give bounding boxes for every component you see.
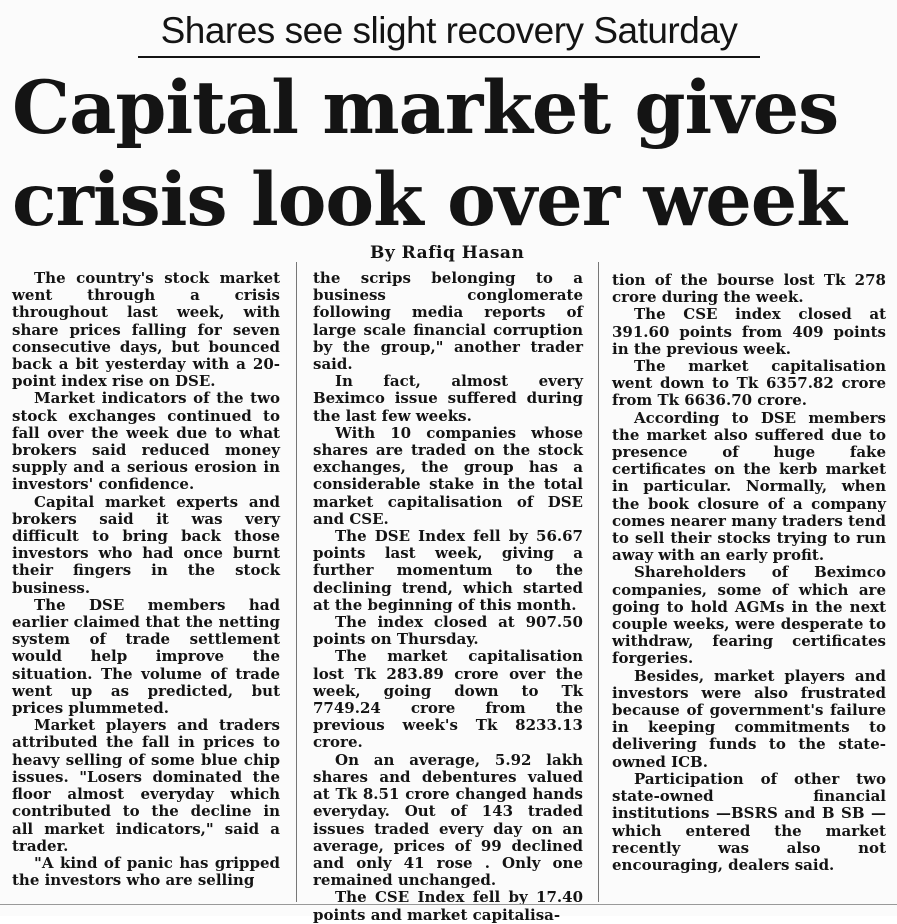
paragraph: The DSE members had earlier claimed that the netting system of trade settlement would help improve the situation. The volume of trade went up as predicted, but prices plummeted. [12, 595, 280, 718]
paragraph: The market capitalisation went down to Tk 6357.82 crore from Tk 6636.70 crore. [612, 357, 886, 410]
kicker-underline [138, 56, 760, 58]
paragraph: The CSE index closed at 391.60 points from 409 points in the previous week. [612, 305, 886, 358]
paragraph: tion of the bourse lost Tk 278 crore during the week. [612, 271, 886, 307]
main-headline [12, 62, 892, 246]
paragraph: Participation of other two state-owned financial institutions —BSRS and B SB — which entered the market recently was also not encouraging, dealers said. [612, 769, 886, 874]
paragraph: The CSE Index fell by 17.40 points and market capitalisa- [313, 888, 583, 924]
paragraph: Shareholders of Beximco companies, some of which are going to hold AGMs in the next couple weeks, were desperate to withdraw, fearing certificates forgeries. [612, 563, 886, 668]
paragraph: the scrips belonging to a business conglomerate following media reports of large scale financial corruption by the group," another trader said. [313, 269, 583, 374]
paragraph: The market capitalisation lost Tk 283.89 crore over the week, going down to Tk 7749.24 crore from the previous week's Tk 8233.13 crore. [313, 647, 583, 752]
paragraph: Market indicators of the two stock exchanges continued to fall over the week due to what brokers said reduced money supply and a serious erosion in investors' confidence. [12, 389, 280, 494]
paragraph: The country's stock market went through a crisis throughout last week, with share prices falling for seven consecutive days, but bounced back a bit yesterday with a 20-point index rise on DSE. [12, 269, 280, 391]
bottom-border [0, 904, 897, 905]
paragraph: The index closed at 907.50 points on Thursday. [313, 613, 583, 649]
paragraph: Market players and traders attributed the fall in prices to heavy selling of some blue chip issues. "Losers dominated the floor almost everyday which contributed to the decline in all market indicators," said a trader. [12, 716, 280, 855]
paragraph: Capital market experts and brokers said it was very difficult to bring back those investors who had once burnt their fingers in the stock business. [12, 492, 280, 597]
paragraph: On an average, 5.92 lakh shares and debentures valued at Tk 8.51 crore changed hands everyday. Out of 143 traded issues traded every day on an average, prices of 99 declined and only 41 rose . Only one remained unchanged. [313, 750, 583, 890]
byline: By Rafiq Hasan [370, 243, 525, 263]
paragraph: According to DSE members the market also suffered due to presence of huge fake certificates on the kerb market in particular. Normally, when the book closure of a company comes nearer many traders tend to sell their stocks trying to run away with an early profit. [612, 408, 886, 565]
article-column-2 [313, 270, 583, 924]
paragraph: With 10 companies whose shares are traded on the stock exchanges, the group has a considerable stake in the total market capitalisation of DSE and CSE. [313, 423, 583, 528]
paragraph: Besides, market players and investors were also frustrated because of government's failure in keeping commitments to delivering funds to the state-owned ICB. [612, 666, 886, 771]
article-column-1 [12, 270, 280, 889]
column-divider [296, 262, 297, 902]
headline-line-1: Capital market gives [12, 65, 839, 151]
paragraph: In fact, almost every Beximco issue suffered during the last few weeks. [313, 372, 583, 425]
paragraph: The DSE Index fell by 56.67 points last week, giving a further momentum to the declining trend, which started at the beginning of this month. [313, 527, 583, 614]
paragraph: "A kind of panic has gripped the investors who are selling [12, 853, 280, 890]
article-column-3 [612, 272, 886, 874]
column-divider [598, 262, 599, 902]
kicker-headline: Shares see slight recovery Saturday [160, 10, 738, 51]
headline-line-2: crisis look over week [12, 157, 846, 243]
